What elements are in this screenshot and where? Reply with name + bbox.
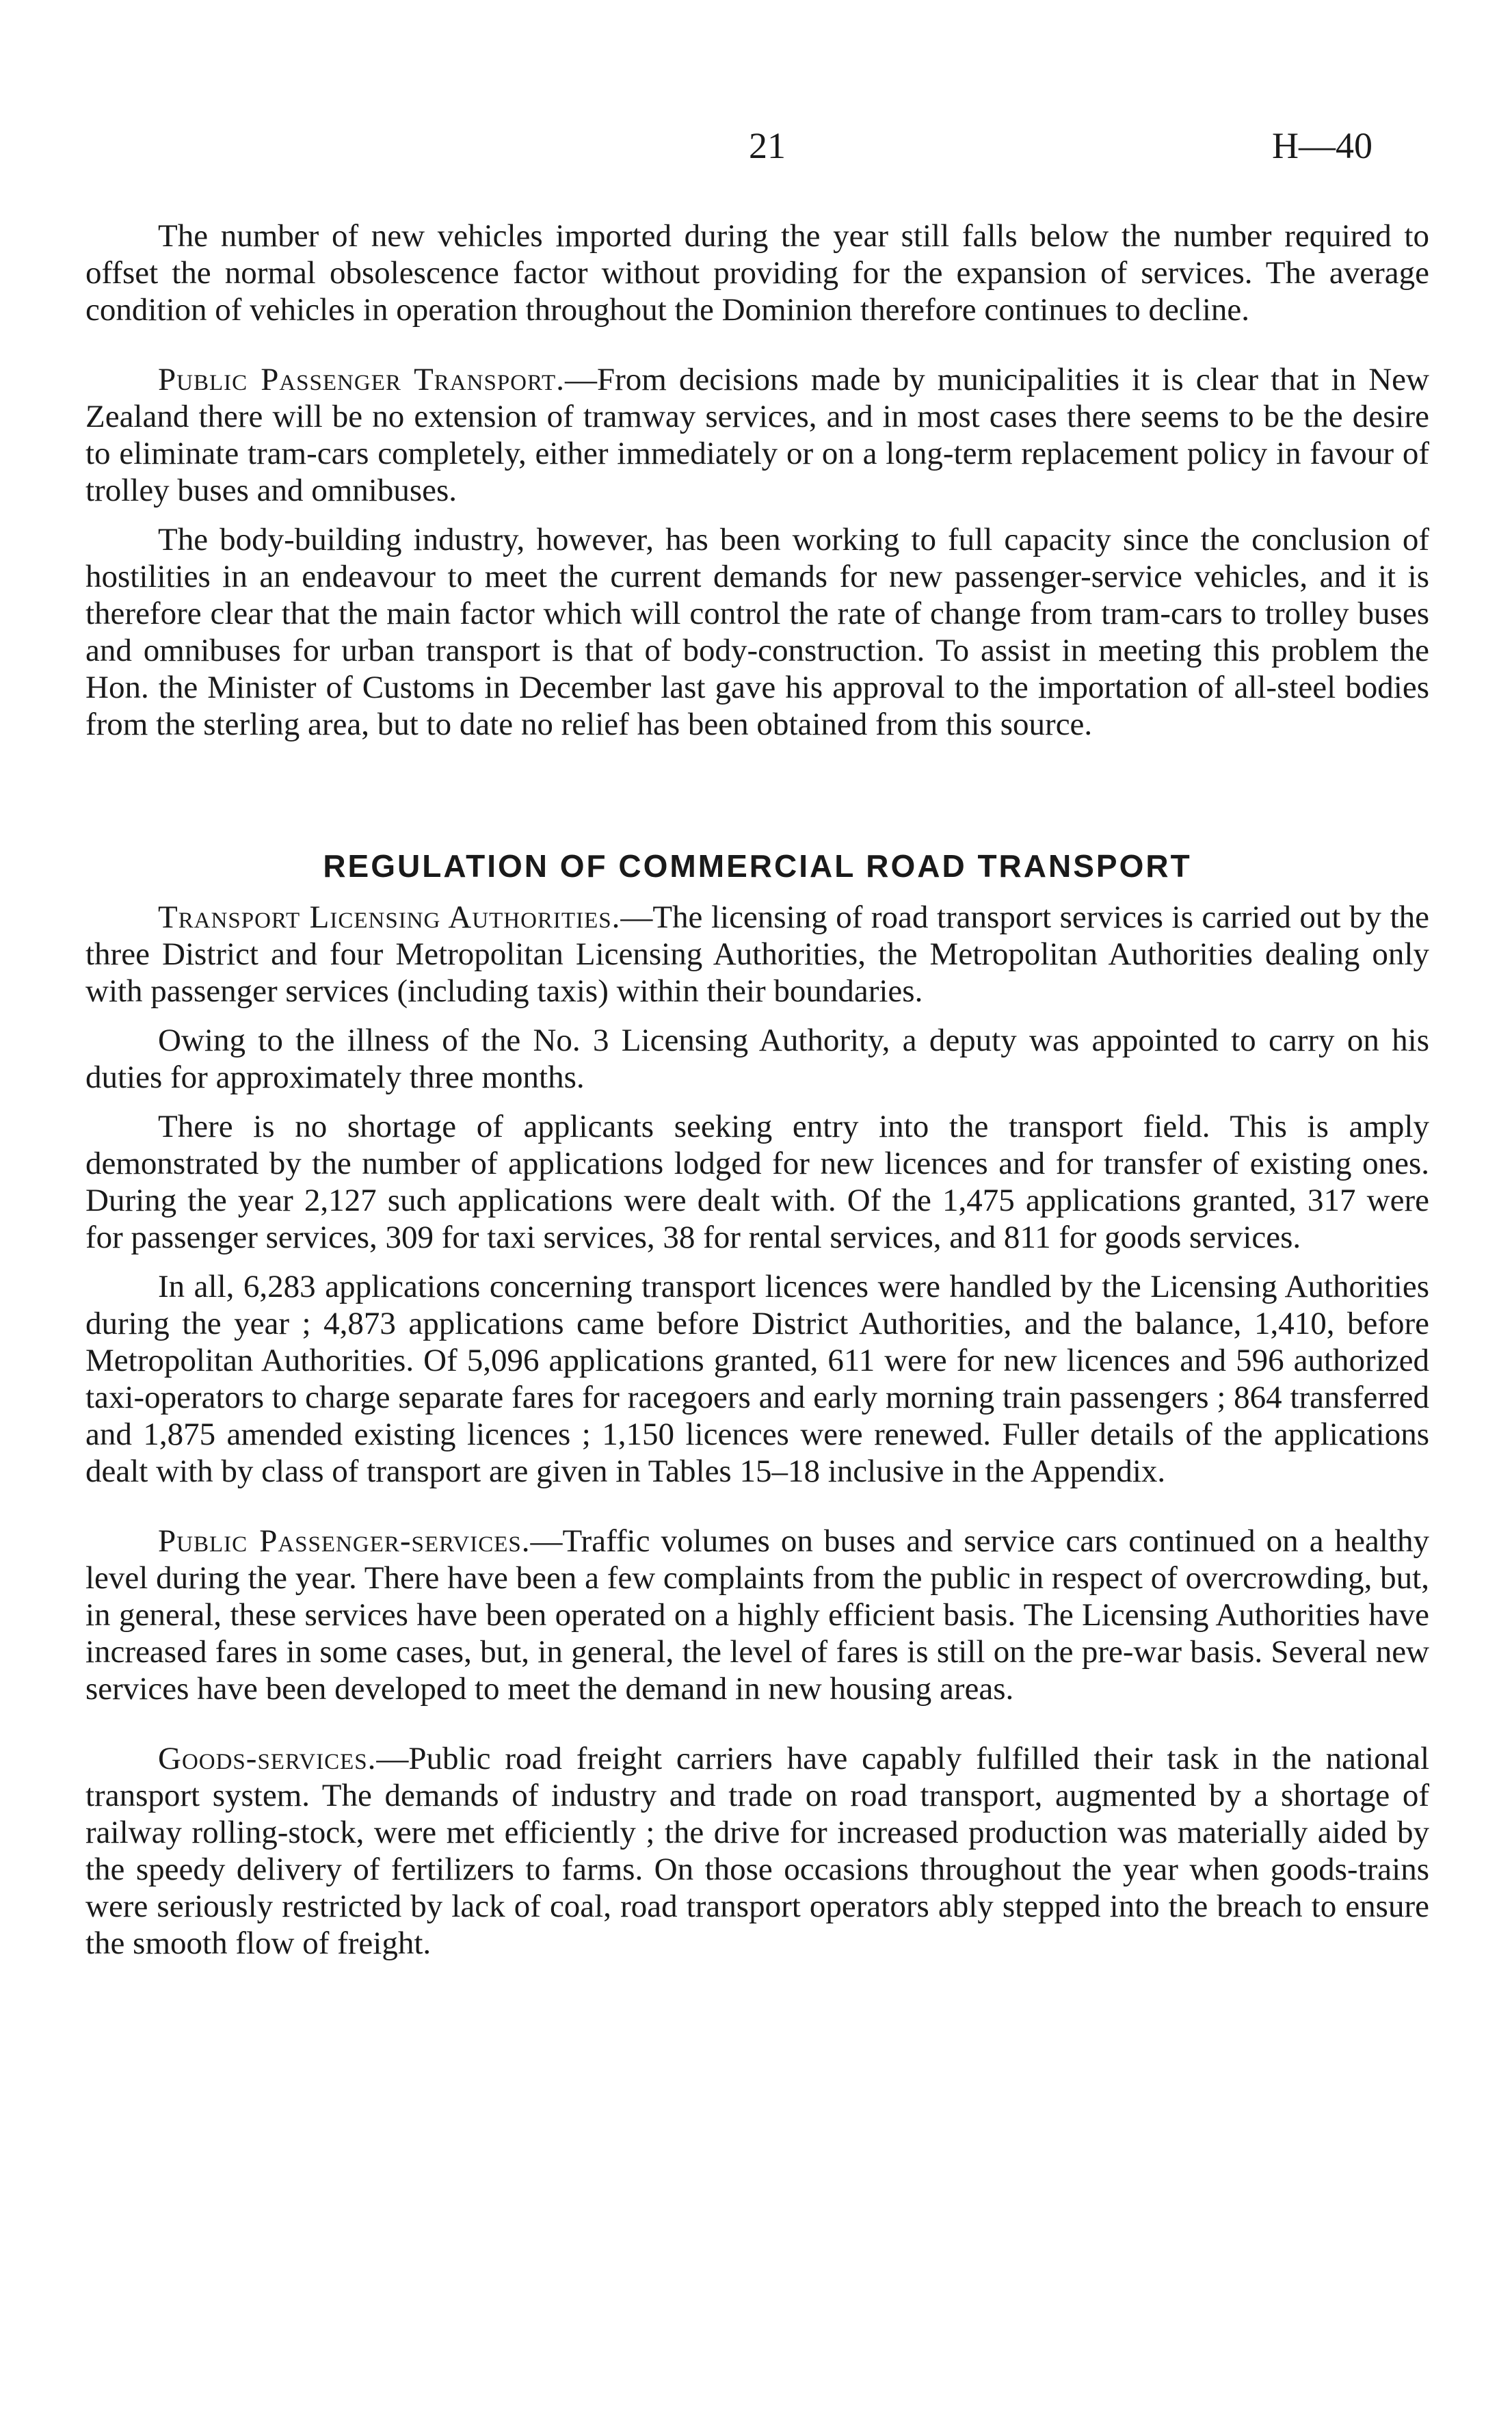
paragraph-lead-heading: Public Passenger-services. [158,1523,531,1559]
body-text [85,218,1429,1962]
paragraph-public-passenger-transport [85,361,1429,509]
paragraph-applicants: There is no shortage of applicants seeking entry into the transport field. This is amply demonstrated by the number of applications lodged for new licences and for transfer of existing ones. During the year 2,127 such applications were dealt with. Of the 1,475 applications granted, 317 were for passenger services, 309 for taxi services, 38 for rental services, and 811 for goods services. [85,1109,1429,1255]
paragraph-body-building: The body-building industry, however, has been working to full capacity since the conclusion of hostilities in an endeavour to meet the current demands for new passenger-service vehicles, and it is therefore clear that the main factor which will control the rate of change from tram-cars to trolley buses and omnibuses for urban transport is that of body-construction. To assist in meeting this problem the Hon. the Minister of Customs in December last gave his approval to the importation of all-steel bodies from the sterling area, but to date no relief has been obtained from this source. [85,522,1429,742]
paragraph-deputy-authority: Owing to the illness of the No. 3 Licensing Authority, a deputy was appointed to carry on his duties for approximately three months. [85,1023,1429,1095]
section-heading: REGULATION OF COMMERCIAL ROAD TRANSPORT [323,848,1192,884]
paragraph-lead-heading: Public Passenger Transport. [158,362,565,397]
paragraph-text: —Traffic volumes on buses and service cars continued on a healthy level during the year. There have been a few complaints from the public in respect of overcrowding, but, in general, these services have been operated on a highly efficient basis. The Licensing Authorities have increased fares in some cases, but, in general, the level of fares is still on the pre-war basis. Several new services have been developed to meet the demand in new housing areas. [85,1523,1429,1707]
paragraph-text: —The licensing of road transport services is carried out by the three District and four Metropolitan Licensing Authorities, the Metropolitan Authorities dealing only with passenger services (including taxis) within their boundaries. [85,899,1429,1009]
paragraph-lead-heading: Transport Licensing Authorities. [158,899,621,935]
paragraph-transport-licensing [85,899,1429,1010]
page-number: 21 [749,125,786,166]
paragraph-vehicle-imports: The number of new vehicles imported during the year still falls below the number required to offset the normal obsolescence factor without providing for the expansion of services. The average condition of vehicles in operation throughout the Dominion therefore continues to decline. [85,218,1429,328]
paragraph-applications-handled: In all, 6,283 applications concerning transport licences were handled by the Licensing Authorities during the year ; 4,873 applications came before District Authorities, and the balance, 1,410, before Metropolitan Authorities. Of 5,096 applications granted, 611 were for new licences and 596 authorized taxi-operators to charge separate fares for racegoers and early morning train passengers ; 864 transferred and 1,875 amended existing licences ; 1,150 licences were renewed. Fuller details of the applications dealt with by class of transport are given in Tables 15–18 inclusive in the Appendix. [85,1269,1429,1489]
paragraph-lead-heading: Goods-services. [158,1741,377,1776]
paragraph-goods-services [85,1740,1429,1962]
paragraph-text: —From decisions made by municipalities it is clear that in New Zealand there will be no extension of tramway services, and in most cases there seems to be the desire to eliminate tram-cars completely, either immediately or on a long-term replacement policy in favour of trolley buses and omnibuses. [85,362,1429,508]
document-reference: H—40 [1272,125,1372,166]
paragraph-text: —Public road freight carriers have capably fulfilled their task in the national transport system. The demands of industry and trade on road transport, augmented by a shortage of railway rolling-stock, were met efficiently ; the drive for increased production was materially aided by the speedy delivery of fertilizers to farms. On those occasions throughout the year when goods-trains were seriously restricted by lack of coal, road transport operators ably stepped into the breach to ensure the smooth flow of freight. [85,1741,1429,1961]
paragraph-public-passenger-services [85,1523,1429,1707]
page-header [0,122,1512,170]
